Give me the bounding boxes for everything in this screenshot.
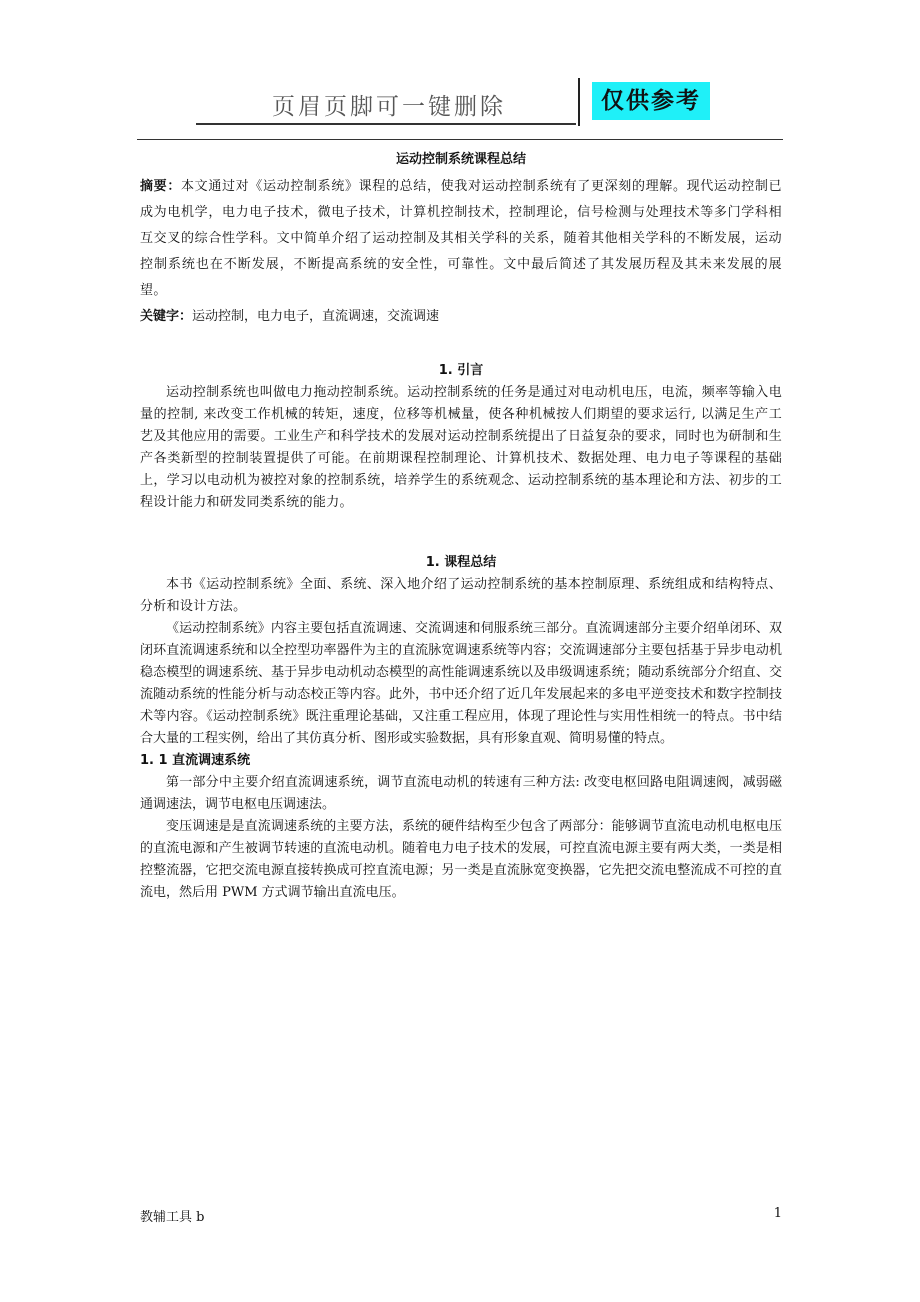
header-banner [196,78,726,128]
introduction-paragraph: 运动控制系统也叫做电力拖动控制系统。运动控制系统的任务是通过对电动机电压，电流，频率等输入电量的控制, 来改变工作机械的转矩，速度，位移等机械量，使各种机械按人们期望的要求运行, 以满足生产工艺及其他应用的需要。工业生产和科学技术的发展对运动控制系统提出了日益复杂的要求，同时也为研制和生产各类新型的控制装置提供了可能。在前期课程控制理论、计算机技术、数据处理、电力电子等课程的基础上，学习以电动机为被控对象的控制系统，培养学生的系统观念、运动控制系统的基本理论和方法、初步的工程设计能力和研发同类系统的能力。 [140,385,782,510]
abstract-text: 本文通过对《运动控制系统》课程的总结，使我对运动控制系统有了更深刻的理解。现代运动控制已成为电机学，电力电子技术，微电子技术，计算机控制技术，控制理论，信号检测与处理技术等多门学科相互交叉的综合性学科。文中简单介绍了运动控制及其相关学科的关系，随着其他相关学科的不断发展，运动控制系统也在不断发展，不断提高系统的安全性，可靠性。文中最后简述了其发展历程及其未来发展的展望。 [140,179,782,298]
page-number: 1 [773,1206,782,1221]
banner-divider [578,78,580,126]
subsection-heading-dc-speed-control: 1. 1 直流调速系统 [140,753,251,768]
section-heading-course-summary: 1. 课程总结 [425,555,497,570]
reference-only-badge: 仅供参考 [592,82,710,120]
document-body [140,150,782,904]
subsection-paragraph: 第一部分中主要介绍直流调速系统，调节直流电动机的转速有三种方法: 改变电枢回路电阻调速阀，减弱磁通调速法，调节电枢电压调速法。 [140,775,782,812]
footer-label: 教辅工具 b [140,1210,205,1225]
summary-paragraph: 本书《运动控制系统》全面、系统、深入地介绍了运动控制系统的基本控制原理、系统组成和结构特点、分析和设计方法。 [140,577,782,614]
abstract [140,174,782,304]
keywords-label: 关键字： [140,309,193,324]
banner-text: 页眉页脚可一键删除 [272,94,506,120]
abstract-label: 摘要： [140,179,181,194]
subsection-paragraph: 变压调速是是直流调速系统的主要方法，系统的硬件结构至少包含了两部分：能够调节直流电动机电枢电压的直流电源和产生被调节转速的直流电动机。随着电力电子技术的发展，可控直流电源主要有两大类，一类是相控整流器，它把交流电源直接转换成可控直流电源；另一类是直流脉宽变换器，它先把交流电整流成不可控的直流电，然后用 PWM 方式调节输出直流电压。 [140,819,782,900]
keywords [140,304,782,330]
section-heading-introduction: 1. 引言 [438,363,484,378]
header-rule [137,139,783,140]
summary-paragraph: 《运动控制系统》内容主要包括直流调速、交流调速和伺服系统三部分。直流调速部分主要介绍单闭环、双闭环直流调速系统和以全控型功率器件为主的直流脉宽调速系统等内容；交流调速部分主要包括基于异步电动机稳态模型的调速系统、基于异步电动机动态模型的高性能调速系统以及串级调速系统；随动系统部分介绍直、交流随动系统的性能分析与动态校正等内容。此外，书中还介绍了近几年发展起来的多电平逆变技术和数字控制技术等内容。《运动控制系统》既注重理论基础，又注重工程应用，体现了理论性与实用性相统一的特点。书中结合大量的工程实例，给出了其仿真分析、图形或实验数据，具有形象直观、简明易懂的特点。 [140,621,782,746]
document-title: 运动控制系统课程总结 [395,152,526,167]
banner-underline [196,123,576,125]
keywords-text: 运动控制，电力电子，直流调速，交流调速 [192,309,440,324]
